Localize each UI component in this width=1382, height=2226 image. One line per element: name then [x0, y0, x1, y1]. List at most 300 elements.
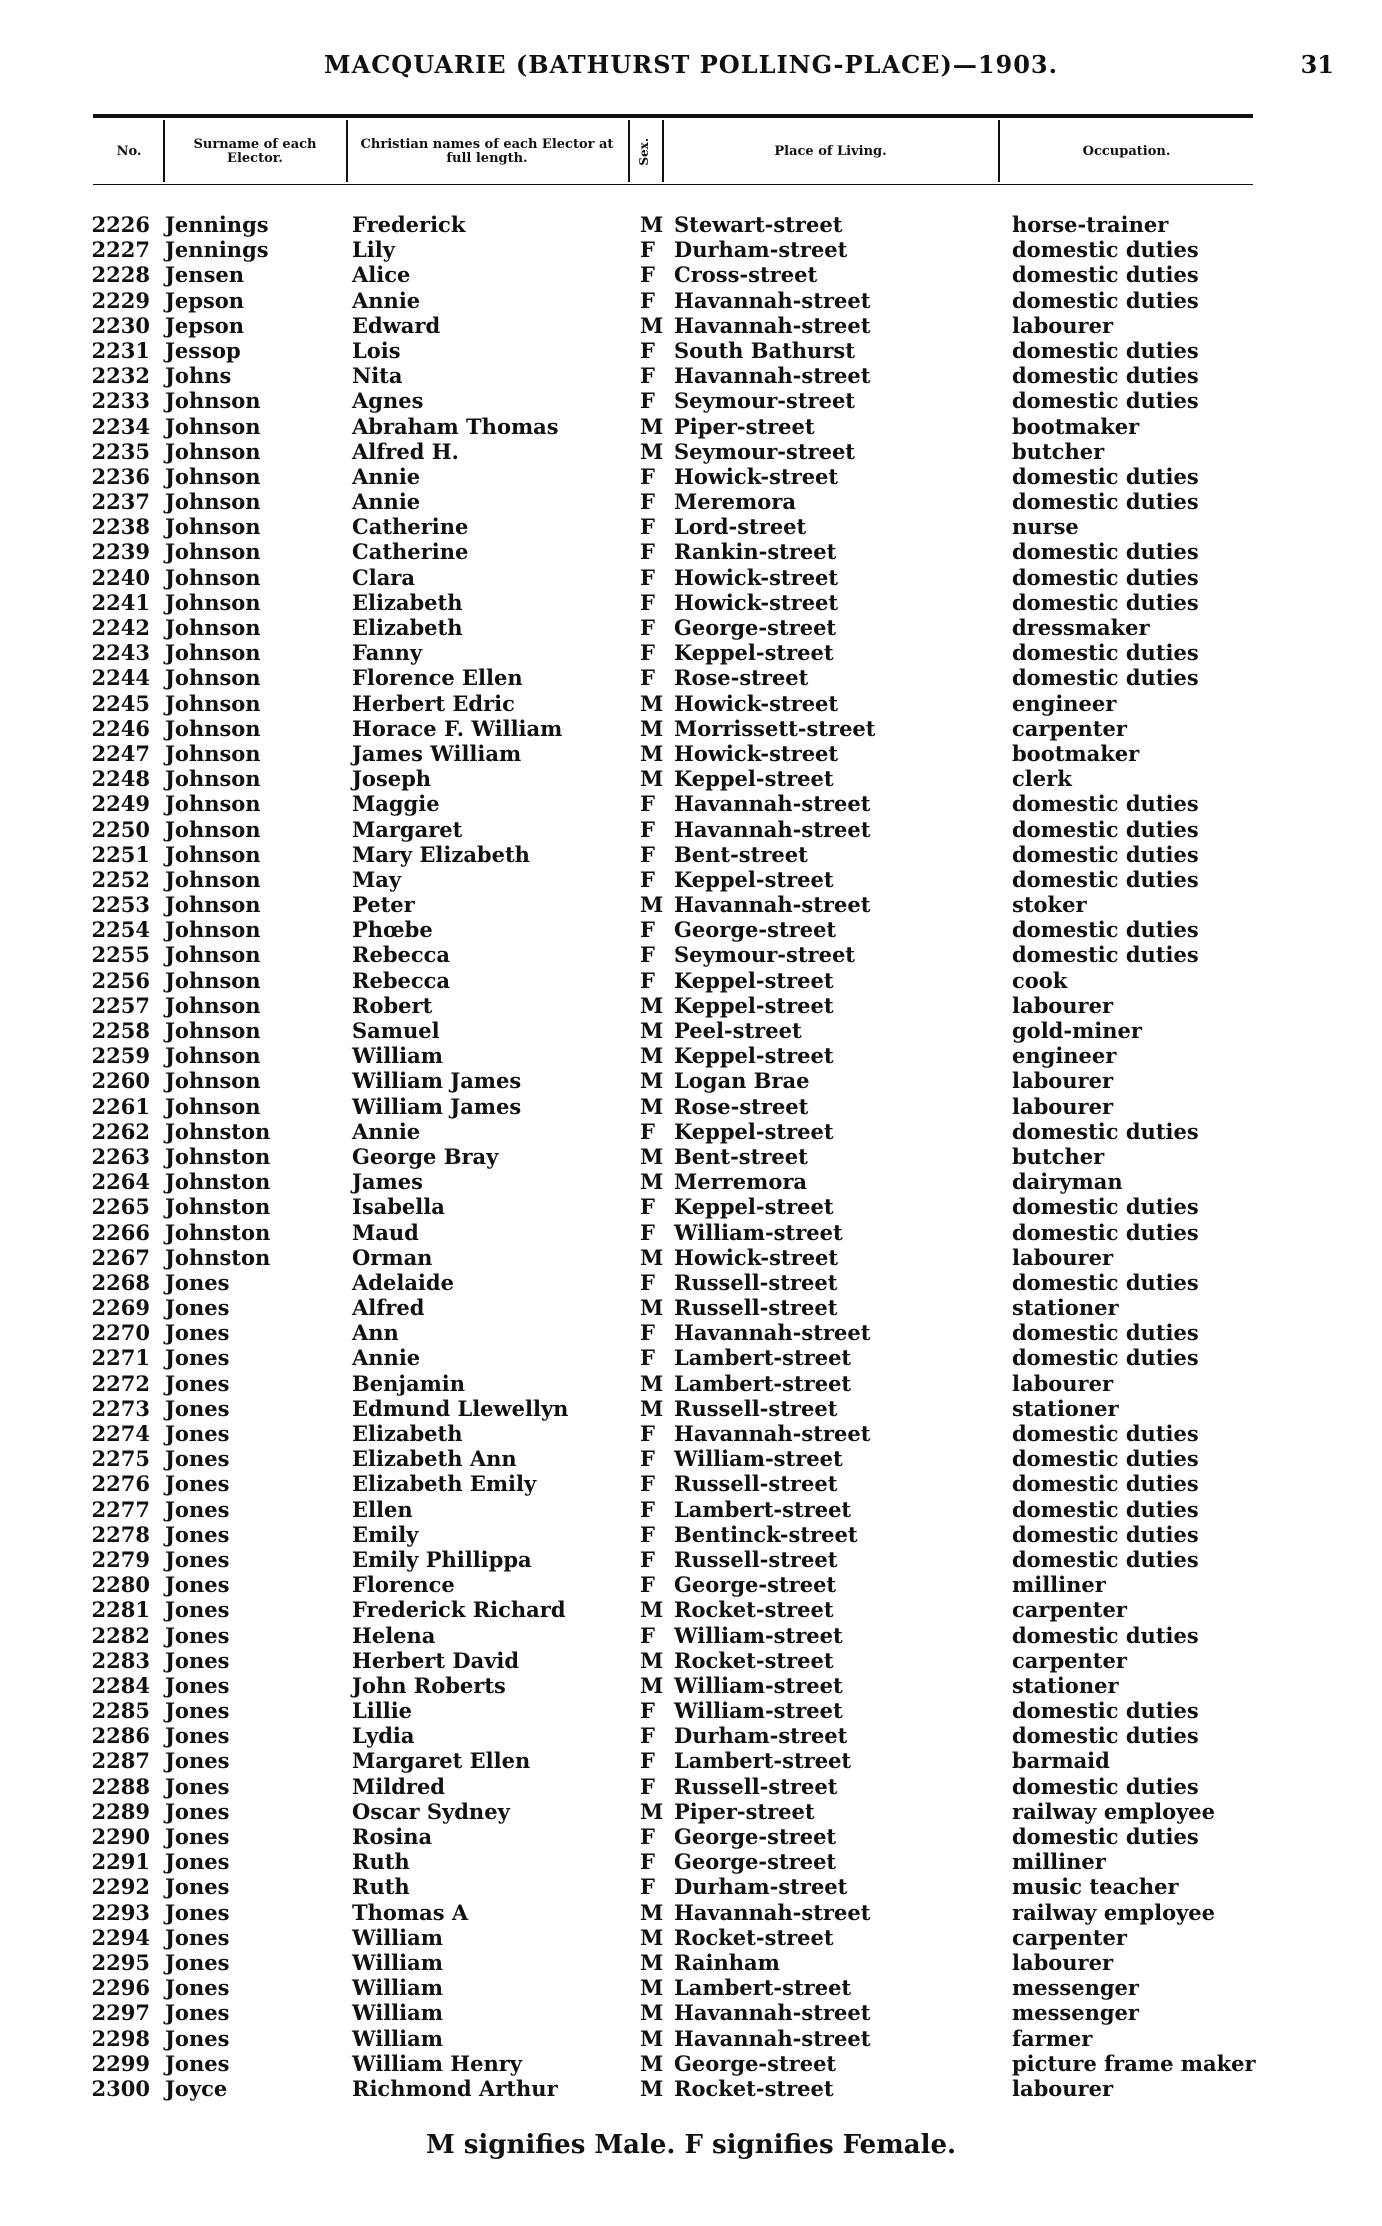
elector-number: 2233 — [91, 388, 150, 414]
elector-surname: Jones — [165, 1622, 230, 1648]
elector-number: 2279 — [91, 1546, 150, 1572]
elector-sex: F — [640, 1723, 655, 1749]
elector-number: 2244 — [91, 665, 150, 691]
column-divider — [628, 120, 630, 182]
elector-occupation: domestic duties — [1012, 1320, 1199, 1346]
elector-occupation: domestic duties — [1012, 1269, 1199, 1295]
elector-occupation: cook — [1012, 967, 1068, 993]
elector-christian-names: Edward — [352, 312, 441, 338]
table-row — [0, 388, 1382, 413]
elector-sex: F — [640, 615, 655, 640]
elector-surname: Johnson — [165, 539, 261, 565]
elector-christian-names: Elizabeth — [352, 589, 463, 615]
elector-sex: M — [640, 2075, 664, 2101]
elector-christian-names: William — [352, 1924, 443, 1950]
elector-place-of-living: Havannah-street — [674, 2000, 871, 2026]
table-row — [0, 363, 1382, 388]
column-divider — [163, 120, 165, 182]
elector-number: 2229 — [91, 287, 150, 313]
elector-place-of-living: Russell-street — [674, 1773, 838, 1799]
elector-surname: Johnston — [165, 1219, 271, 1245]
elector-sex: F — [640, 1748, 655, 1774]
elector-number: 2267 — [91, 1244, 150, 1270]
elector-surname: Johnson — [165, 816, 261, 842]
elector-sex: F — [640, 841, 655, 867]
elector-sex: M — [640, 212, 664, 237]
column-header-christian: Christian names of each Elector at full length. — [360, 136, 614, 166]
elector-christian-names: Margaret — [352, 816, 463, 842]
elector-place-of-living: Howick-street — [674, 589, 839, 615]
elector-place-of-living: Russell-street — [674, 1546, 838, 1572]
elector-occupation: domestic duties — [1012, 1622, 1199, 1648]
elector-occupation: messenger — [1012, 2000, 1139, 2026]
table-row — [0, 1169, 1382, 1194]
elector-occupation: carpenter — [1012, 715, 1127, 741]
elector-surname: Jones — [165, 1572, 230, 1598]
table-row — [0, 716, 1382, 741]
elector-sex: M — [640, 1924, 664, 1950]
elector-sex: F — [640, 967, 655, 993]
elector-christian-names: Samuel — [352, 1018, 440, 1043]
page-number: 31 — [1300, 50, 1334, 79]
elector-number: 2257 — [91, 992, 150, 1018]
elector-place-of-living: Keppel-street — [674, 1194, 834, 1220]
elector-christian-names: Oscar Sydney — [352, 1798, 510, 1824]
elector-sex: M — [640, 1647, 664, 1673]
elector-surname: Johnson — [165, 489, 261, 515]
elector-place-of-living: Piper-street — [674, 413, 815, 439]
table-row — [0, 1043, 1382, 1068]
elector-surname: Johnson — [165, 564, 261, 590]
elector-occupation: domestic duties — [1012, 1723, 1199, 1749]
elector-christian-names: Abraham Thomas — [352, 413, 559, 439]
elector-christian-names: Elizabeth — [352, 1421, 463, 1446]
elector-surname: Johnson — [165, 841, 261, 867]
elector-place-of-living: Russell-street — [674, 1395, 838, 1421]
table-row — [0, 665, 1382, 690]
elector-occupation: domestic duties — [1012, 262, 1199, 288]
table-row — [0, 1094, 1382, 1119]
elector-christian-names: Lois — [352, 337, 401, 363]
elector-number: 2278 — [91, 1521, 150, 1547]
elector-number: 2264 — [91, 1169, 150, 1195]
elector-occupation: bootmaker — [1012, 413, 1140, 439]
elector-occupation: labourer — [1012, 1244, 1114, 1270]
elector-christian-names: Horace F. William — [352, 715, 563, 741]
elector-christian-names: Alfred — [352, 1295, 425, 1321]
elector-surname: Johnson — [165, 967, 261, 993]
elector-christian-names: Orman — [352, 1244, 433, 1270]
elector-place-of-living: Keppel-street — [674, 967, 834, 993]
table-row — [0, 2000, 1382, 2025]
elector-occupation: domestic duties — [1012, 1194, 1199, 1220]
elector-place-of-living: Russell-street — [674, 1269, 838, 1295]
elector-surname: Johnson — [165, 892, 261, 918]
elector-surname: Jepson — [165, 312, 245, 338]
elector-place-of-living: Havannah-street — [674, 287, 871, 313]
elector-surname: Jepson — [165, 287, 245, 313]
elector-number: 2269 — [91, 1295, 150, 1321]
elector-number: 2296 — [91, 1975, 150, 2001]
column-header-surname: Surname of each Elector. — [193, 136, 317, 166]
elector-number: 2273 — [91, 1395, 150, 1421]
column-header-place: Place of Living. — [774, 143, 887, 159]
elector-surname: Johnston — [165, 1118, 271, 1144]
elector-occupation: railway employee — [1012, 1798, 1215, 1824]
elector-christian-names: Herbert Edric — [352, 690, 515, 716]
elector-christian-names: Clara — [352, 564, 415, 590]
elector-place-of-living: Peel-street — [674, 1018, 802, 1043]
elector-occupation: domestic duties — [1012, 287, 1199, 313]
elector-place-of-living: Howick-street — [674, 690, 839, 716]
elector-surname: Jones — [165, 1395, 230, 1421]
elector-sex: F — [640, 287, 655, 313]
table-row — [0, 1547, 1382, 1572]
elector-occupation: domestic duties — [1012, 1219, 1199, 1245]
elector-surname: Jones — [165, 1597, 230, 1623]
elector-number: 2293 — [91, 1899, 150, 1925]
elector-number: 2283 — [91, 1647, 150, 1673]
table-row — [0, 1572, 1382, 1597]
elector-occupation: labourer — [1012, 1949, 1114, 1975]
header-rule-top — [93, 114, 1253, 118]
elector-surname: Jones — [165, 1320, 230, 1346]
table-row — [0, 842, 1382, 867]
elector-number: 2288 — [91, 1773, 150, 1799]
elector-occupation: domestic duties — [1012, 917, 1199, 943]
table-row — [0, 1950, 1382, 1975]
elector-christian-names: Joseph — [352, 766, 432, 792]
elector-place-of-living: Keppel-street — [674, 1118, 834, 1144]
elector-sex: F — [640, 1421, 655, 1446]
elector-number: 2291 — [91, 1849, 150, 1875]
electoral-roll-table — [0, 212, 1382, 2101]
elector-occupation: domestic duties — [1012, 1345, 1199, 1371]
column-header-no: No. — [116, 143, 142, 159]
elector-christian-names: Lydia — [352, 1723, 415, 1749]
elector-occupation: domestic duties — [1012, 489, 1199, 515]
elector-christian-names: Elizabeth Ann — [352, 1446, 517, 1472]
elector-occupation: domestic duties — [1012, 237, 1199, 263]
elector-surname: Jones — [165, 1546, 230, 1572]
elector-place-of-living: George-street — [674, 2050, 837, 2076]
elector-occupation: horse-trainer — [1012, 212, 1169, 237]
table-row — [0, 2051, 1382, 2076]
elector-surname: Johnson — [165, 791, 261, 817]
elector-place-of-living: George-street — [674, 1849, 837, 1875]
elector-number: 2282 — [91, 1622, 150, 1648]
elector-number: 2266 — [91, 1219, 150, 1245]
elector-place-of-living: Durham-street — [674, 1723, 848, 1749]
table-row — [0, 1270, 1382, 1295]
elector-occupation: labourer — [1012, 1370, 1114, 1396]
elector-number: 2289 — [91, 1798, 150, 1824]
elector-sex: M — [640, 2025, 664, 2051]
elector-number: 2235 — [91, 438, 150, 464]
elector-surname: Jones — [165, 1471, 230, 1497]
elector-occupation: domestic duties — [1012, 589, 1199, 615]
elector-place-of-living: Piper-street — [674, 1798, 815, 1824]
elector-sex: M — [640, 1295, 664, 1321]
elector-sex: F — [640, 237, 655, 263]
elector-occupation: carpenter — [1012, 1597, 1127, 1623]
elector-place-of-living: Lord-street — [674, 514, 807, 540]
elector-occupation: domestic duties — [1012, 1118, 1199, 1144]
elector-sex: M — [640, 1395, 664, 1421]
elector-occupation: domestic duties — [1012, 337, 1199, 363]
elector-sex: F — [640, 1471, 655, 1497]
table-row — [0, 640, 1382, 665]
elector-christian-names: Ann — [352, 1320, 399, 1346]
elector-surname: Jennings — [165, 237, 269, 263]
elector-number: 2261 — [91, 1093, 150, 1119]
elector-sex: F — [640, 1446, 655, 1472]
elector-occupation: domestic duties — [1012, 388, 1199, 414]
elector-place-of-living: Merremora — [674, 1169, 807, 1195]
elector-sex: F — [640, 1194, 655, 1220]
elector-christian-names: Catherine — [352, 539, 469, 565]
elector-place-of-living: William-street — [674, 1698, 843, 1724]
elector-number: 2239 — [91, 539, 150, 565]
elector-occupation: bootmaker — [1012, 740, 1140, 766]
elector-surname: Jones — [165, 2025, 230, 2051]
elector-place-of-living: Durham-street — [674, 1874, 848, 1900]
elector-surname: Johnson — [165, 413, 261, 439]
elector-sex: M — [640, 1370, 664, 1396]
elector-number: 2265 — [91, 1194, 150, 1220]
elector-christian-names: Ruth — [352, 1849, 410, 1875]
elector-surname: Jennings — [165, 212, 269, 237]
elector-number: 2256 — [91, 967, 150, 993]
elector-number: 2238 — [91, 514, 150, 540]
elector-christian-names: Annie — [352, 287, 421, 313]
elector-occupation: domestic duties — [1012, 463, 1199, 489]
table-row — [0, 464, 1382, 489]
elector-occupation: domestic duties — [1012, 942, 1199, 968]
elector-surname: Johnson — [165, 917, 261, 943]
elector-sex: F — [640, 1118, 655, 1144]
elector-surname: Johnson — [165, 690, 261, 716]
elector-christian-names: Frederick — [352, 212, 466, 237]
elector-occupation: butcher — [1012, 1143, 1105, 1169]
elector-christian-names: Richmond Arthur — [352, 2075, 558, 2101]
elector-christian-names: William — [352, 2025, 443, 2051]
elector-place-of-living: Rocket-street — [674, 1597, 834, 1623]
elector-christian-names: Adelaide — [352, 1269, 454, 1295]
elector-number: 2297 — [91, 2000, 150, 2026]
elector-surname: Johnson — [165, 866, 261, 892]
elector-sex: F — [640, 539, 655, 565]
elector-surname: Johns — [165, 363, 232, 389]
elector-number: 2260 — [91, 1068, 150, 1094]
elector-occupation: railway employee — [1012, 1899, 1215, 1925]
elector-occupation: domestic duties — [1012, 791, 1199, 817]
elector-number: 2272 — [91, 1370, 150, 1396]
elector-place-of-living: Howick-street — [674, 564, 839, 590]
elector-number: 2295 — [91, 1949, 150, 1975]
elector-place-of-living: George-street — [674, 1572, 837, 1598]
elector-sex: F — [640, 1773, 655, 1799]
elector-number: 2240 — [91, 564, 150, 590]
elector-surname: Johnson — [165, 438, 261, 464]
elector-number: 2299 — [91, 2050, 150, 2076]
elector-number: 2285 — [91, 1698, 150, 1724]
elector-christian-names: Ellen — [352, 1496, 413, 1522]
elector-number: 2298 — [91, 2025, 150, 2051]
elector-number: 2254 — [91, 917, 150, 943]
sex-header-label: Sex. — [637, 138, 652, 166]
elector-surname: Jones — [165, 1798, 230, 1824]
elector-place-of-living: Keppel-street — [674, 992, 834, 1018]
elector-place-of-living: Russell-street — [674, 1471, 838, 1497]
table-row — [0, 741, 1382, 766]
elector-sex: F — [640, 1698, 655, 1724]
elector-sex: F — [640, 942, 655, 968]
elector-sex: F — [640, 514, 655, 540]
elector-surname: Jones — [165, 1849, 230, 1875]
table-row — [0, 1774, 1382, 1799]
table-row — [0, 1673, 1382, 1698]
elector-christian-names: James William — [352, 740, 522, 766]
elector-christian-names: Mary Elizabeth — [352, 841, 530, 867]
elector-number: 2234 — [91, 413, 150, 439]
table-row — [0, 414, 1382, 439]
elector-occupation: domestic duties — [1012, 841, 1199, 867]
table-row — [0, 867, 1382, 892]
elector-occupation: engineer — [1012, 690, 1117, 716]
elector-place-of-living: Rose-street — [674, 665, 809, 691]
elector-christian-names: William James — [352, 1068, 522, 1094]
elector-surname: Jones — [165, 1421, 230, 1446]
elector-occupation: clerk — [1012, 766, 1072, 792]
elector-place-of-living: Keppel-street — [674, 866, 834, 892]
elector-christian-names: Edmund Llewellyn — [352, 1395, 569, 1421]
elector-place-of-living: Havannah-street — [674, 816, 871, 842]
elector-sex: F — [640, 463, 655, 489]
table-row — [0, 1245, 1382, 1270]
table-row — [0, 691, 1382, 716]
elector-christian-names: Annie — [352, 489, 421, 515]
elector-place-of-living: William-street — [674, 1446, 843, 1472]
elector-sex: F — [640, 791, 655, 817]
elector-sex: M — [640, 2000, 664, 2026]
elector-sex: F — [640, 388, 655, 414]
elector-surname: Johnson — [165, 1093, 261, 1119]
elector-christian-names: Thomas A — [352, 1899, 469, 1925]
elector-sex: F — [640, 1824, 655, 1849]
elector-sex: F — [640, 917, 655, 943]
elector-number: 2247 — [91, 740, 150, 766]
elector-number: 2230 — [91, 312, 150, 338]
elector-place-of-living: Havannah-street — [674, 363, 871, 389]
elector-number: 2249 — [91, 791, 150, 817]
elector-christian-names: May — [352, 866, 402, 892]
elector-place-of-living: George-street — [674, 615, 837, 640]
elector-occupation: labourer — [1012, 992, 1114, 1018]
elector-place-of-living: Cross-street — [674, 262, 818, 288]
elector-place-of-living: South Bathurst — [674, 337, 855, 363]
elector-number: 2228 — [91, 262, 150, 288]
elector-place-of-living: Meremora — [674, 489, 796, 515]
elector-place-of-living: Rose-street — [674, 1093, 809, 1119]
elector-christian-names: Isabella — [352, 1194, 445, 1220]
elector-sex: M — [640, 1597, 664, 1623]
elector-number: 2253 — [91, 892, 150, 918]
elector-number: 2270 — [91, 1320, 150, 1346]
elector-sex: F — [640, 866, 655, 892]
table-row — [0, 1320, 1382, 1345]
elector-sex: M — [640, 1093, 664, 1119]
elector-occupation: milliner — [1012, 1572, 1106, 1598]
table-row — [0, 514, 1382, 539]
elector-occupation: carpenter — [1012, 1924, 1127, 1950]
table-row — [0, 766, 1382, 791]
table-row — [0, 1119, 1382, 1144]
table-row — [0, 791, 1382, 816]
elector-christian-names: Elizabeth Emily — [352, 1471, 537, 1497]
elector-surname: Jones — [165, 1370, 230, 1396]
elector-sex: F — [640, 363, 655, 389]
elector-sex: F — [640, 1874, 655, 1900]
elector-occupation: domestic duties — [1012, 1546, 1199, 1572]
column-header-sex — [632, 122, 658, 182]
elector-surname: Johnson — [165, 640, 261, 666]
elector-sex: F — [640, 1521, 655, 1547]
elector-christian-names: Annie — [352, 463, 421, 489]
elector-sex: F — [640, 337, 655, 363]
elector-number: 2255 — [91, 942, 150, 968]
elector-place-of-living: Keppel-street — [674, 640, 834, 666]
elector-occupation: farmer — [1012, 2025, 1093, 2051]
elector-place-of-living: Keppel-street — [674, 1043, 834, 1069]
elector-surname: Johnston — [165, 1194, 271, 1220]
table-row — [0, 1925, 1382, 1950]
elector-occupation: domestic duties — [1012, 1421, 1199, 1446]
elector-sex: M — [640, 1043, 664, 1069]
column-header-occupation: Occupation. — [1082, 143, 1171, 159]
table-row — [0, 237, 1382, 262]
elector-christian-names: Maud — [352, 1219, 419, 1245]
elector-number: 2276 — [91, 1471, 150, 1497]
elector-surname: Johnson — [165, 1043, 261, 1069]
table-row — [0, 439, 1382, 464]
elector-surname: Johnson — [165, 514, 261, 540]
elector-surname: Johnson — [165, 463, 261, 489]
table-row — [0, 817, 1382, 842]
elector-sex: M — [640, 1672, 664, 1698]
elector-occupation: domestic duties — [1012, 816, 1199, 842]
elector-place-of-living: Havannah-street — [674, 2025, 871, 2051]
elector-surname: Jones — [165, 2000, 230, 2026]
elector-sex: F — [640, 640, 655, 666]
column-divider — [346, 120, 348, 182]
elector-number: 2286 — [91, 1723, 150, 1749]
elector-place-of-living: Lambert-street — [674, 1748, 852, 1774]
column-divider — [662, 120, 664, 182]
elector-surname: Jones — [165, 1521, 230, 1547]
elector-number: 2277 — [91, 1496, 150, 1522]
elector-number: 2259 — [91, 1043, 150, 1069]
elector-sex: F — [640, 1219, 655, 1245]
elector-place-of-living: Seymour-street — [674, 942, 856, 968]
elector-surname: Johnson — [165, 1018, 261, 1043]
elector-number: 2231 — [91, 337, 150, 363]
table-row — [0, 1799, 1382, 1824]
elector-surname: Johnson — [165, 942, 261, 968]
table-row — [0, 1144, 1382, 1169]
elector-number: 2241 — [91, 589, 150, 615]
elector-christian-names: Robert — [352, 992, 433, 1018]
